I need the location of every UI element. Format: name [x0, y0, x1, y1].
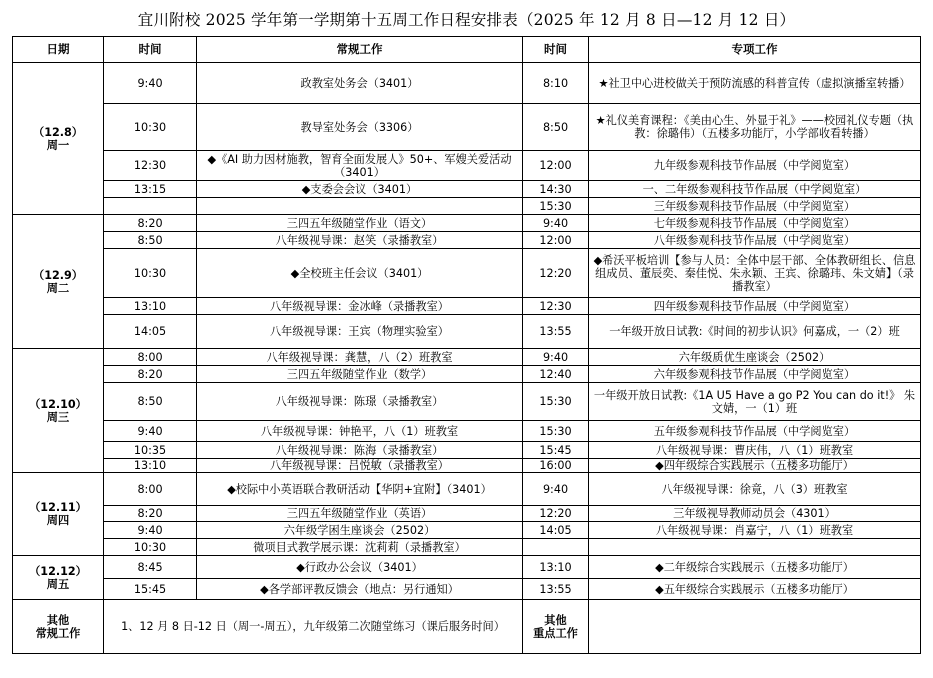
routine-item: 八年级视导课：王宾（物理实验室）	[197, 315, 523, 349]
routine-time: 9:40	[104, 63, 197, 104]
day-weekday: 周四	[46, 514, 70, 527]
table-row	[13, 232, 921, 249]
special-item: ◆二年级综合实践展示（五楼多功能厅）	[589, 556, 921, 579]
day-date: （12.11）	[29, 501, 87, 514]
header-routine: 常规工作	[197, 37, 523, 63]
special-item: 八年级参观科技节作品展（中学阅览室）	[589, 232, 921, 249]
header-time-special: 时间	[523, 37, 589, 63]
special-item: ◆五年级综合实践展示（五楼多功能厅）	[589, 579, 921, 600]
routine-item	[197, 198, 523, 215]
special-time: 15:45	[523, 442, 589, 459]
special-time: 13:55	[523, 579, 589, 600]
table-row	[13, 198, 921, 215]
special-item: 一、二年级参观科技节作品展（中学阅览室）	[589, 181, 921, 198]
table-row	[13, 104, 921, 151]
day-cell	[13, 63, 104, 215]
header-special: 专项工作	[589, 37, 921, 63]
special-item: 七年级参观科技节作品展（中学阅览室）	[589, 215, 921, 232]
table-row	[13, 298, 921, 315]
day-weekday: 周二	[46, 281, 70, 295]
routine-time: 8:20	[104, 366, 197, 383]
special-time: 9:40	[523, 473, 589, 506]
special-time: 16:00	[523, 459, 589, 473]
routine-item: 微项目式教学展示课：沈莉莉（录播教室）	[197, 539, 523, 556]
routine-item: 八年级视导课：赵笑（录播教室）	[197, 232, 523, 249]
day-date: （12.12）	[29, 564, 87, 578]
special-time: 8:10	[523, 63, 589, 104]
special-time: 13:10	[523, 556, 589, 579]
day-weekday: 周一	[46, 138, 70, 152]
day-cell	[13, 349, 104, 473]
other-key-label	[523, 600, 589, 654]
special-time: 8:50	[523, 104, 589, 151]
header-row	[13, 37, 921, 63]
special-item: 一年级开放日试教:《时间的初步认识》何嘉成，一（2）班	[589, 315, 921, 349]
special-item: 六年级质优生座谈会（2502）	[589, 349, 921, 366]
special-time: 14:30	[523, 181, 589, 198]
special-item: 八年级视导课：徐竟，八（3）班教室	[589, 473, 921, 506]
day-weekday: 周五	[46, 577, 70, 591]
table-row	[13, 421, 921, 442]
routine-item: 三四五年级随堂作业（英语）	[197, 506, 523, 522]
routine-item: 八年级视导课：金冰峰（录播教室）	[197, 298, 523, 315]
day-date: （12.9）	[33, 268, 83, 282]
other-routine-text: 1、12 月 8 日-12 日（周一-周五），九年级第二次随堂练习（课后服务时间）	[104, 600, 523, 654]
special-time: 12:20	[523, 249, 589, 298]
routine-time: 8:50	[104, 232, 197, 249]
routine-time: 14:05	[104, 315, 197, 349]
routine-time: 10:30	[104, 104, 197, 151]
routine-item: ◆支委会会议（3401）	[197, 181, 523, 198]
routine-item: 八年级视导课：钟艳平，八（1）班教室	[197, 421, 523, 442]
routine-time: 10:30	[104, 539, 197, 556]
routine-time: 13:10	[104, 298, 197, 315]
day-cell	[13, 556, 104, 600]
table-row	[13, 366, 921, 383]
routine-time: 8:20	[104, 506, 197, 522]
table-row	[13, 556, 921, 579]
special-time: 14:05	[523, 522, 589, 539]
special-time: 12:40	[523, 366, 589, 383]
other-label-bottom: 常规工作	[35, 626, 81, 640]
special-item: 一年级开放日试教:《1A U5 Have a go P2 You can do it!》 朱文婧，一（1）班	[589, 383, 921, 421]
other-label-top: 其他	[46, 613, 70, 627]
table-row	[13, 151, 921, 181]
day-cell	[13, 473, 104, 556]
other-routine-label	[13, 600, 104, 654]
special-time: 12:00	[523, 151, 589, 181]
routine-time: 12:30	[104, 151, 197, 181]
routine-time: 9:40	[104, 522, 197, 539]
schedule-table	[12, 36, 921, 654]
special-item: 八年级视导课：曹庆伟，八（1）班教室	[589, 442, 921, 459]
routine-item: ◆行政办公会议（3401）	[197, 556, 523, 579]
table-row	[13, 506, 921, 522]
special-item: 三年级参观科技节作品展（中学阅览室）	[589, 198, 921, 215]
routine-item: 八年级视导课：陈璟（录播教室）	[197, 383, 523, 421]
routine-time: 8:45	[104, 556, 197, 579]
routine-time: 9:40	[104, 421, 197, 442]
routine-item: 八年级视导课：吕悦敏（录播教室）	[197, 459, 523, 473]
routine-item: ◆《AI 助力因材施教，智育全面发展人》50+、军嫂关爱活动（3401）	[197, 151, 523, 181]
table-row	[13, 459, 921, 473]
header-time-routine: 时间	[104, 37, 197, 63]
special-item: ◆四年级综合实践展示（五楼多功能厅）	[589, 459, 921, 473]
special-time: 13:55	[523, 315, 589, 349]
table-row	[13, 442, 921, 459]
routine-item: 八年级视导课：陈海（录播教室）	[197, 442, 523, 459]
special-time: 9:40	[523, 349, 589, 366]
special-item: 五年级参观科技节作品展（中学阅览室）	[589, 421, 921, 442]
routine-time: 10:35	[104, 442, 197, 459]
other-key-text	[589, 600, 921, 654]
table-row	[13, 383, 921, 421]
other-row	[13, 600, 921, 654]
routine-item: 八年级视导课：龚慧，八（2）班教室	[197, 349, 523, 366]
day-date: （12.8）	[33, 125, 83, 139]
other-key-label-top: 其他	[544, 613, 567, 627]
table-row	[13, 473, 921, 506]
routine-time: 8:50	[104, 383, 197, 421]
day-date: （12.10）	[29, 397, 87, 411]
routine-item: ◆校际中小英语联合教研活动【华阴+宜附】（3401）	[197, 473, 523, 506]
special-time: 15:30	[523, 421, 589, 442]
special-item: 六年级参观科技节作品展（中学阅览室）	[589, 366, 921, 383]
routine-time: 15:45	[104, 579, 197, 600]
table-row	[13, 63, 921, 104]
routine-time: 10:30	[104, 249, 197, 298]
table-row	[13, 539, 921, 556]
special-item: 四年级参观科技节作品展（中学阅览室）	[589, 298, 921, 315]
routine-time: 13:10	[104, 459, 197, 473]
special-time: 15:30	[523, 383, 589, 421]
routine-item: 教导室处务会（3306）	[197, 104, 523, 151]
routine-time: 13:15	[104, 181, 197, 198]
special-item: 九年级参观科技节作品展（中学阅览室）	[589, 151, 921, 181]
special-time: 9:40	[523, 215, 589, 232]
table-row	[13, 349, 921, 366]
table-row	[13, 579, 921, 600]
special-item: 八年级视导课：肖嘉宁，八（1）班教室	[589, 522, 921, 539]
table-row	[13, 249, 921, 298]
header-date: 日期	[13, 37, 104, 63]
routine-time: 8:20	[104, 215, 197, 232]
special-time: 12:20	[523, 506, 589, 522]
table-row	[13, 181, 921, 198]
special-item: ★礼仪美育课程：《美由心生、外显于礼》——校园礼仪专题（执教：徐璐伟）（五楼多功能厅，小学部收看转播）	[589, 104, 921, 151]
special-time: 12:30	[523, 298, 589, 315]
page-title: 宜川附校 2025 学年第一学期第十五周工作日程安排表（2025 年 12 月 8 日—12 月 12 日）	[137, 11, 796, 29]
day-weekday: 周三	[46, 410, 70, 424]
routine-item: 三四五年级随堂作业（语文）	[197, 215, 523, 232]
table-row	[13, 315, 921, 349]
table-row	[13, 215, 921, 232]
routine-item: 六年级学困生座谈会（2502）	[197, 522, 523, 539]
routine-item: ◆全校班主任会议（3401）	[197, 249, 523, 298]
routine-time: 8:00	[104, 473, 197, 506]
routine-item: 政教室处务会（3401）	[197, 63, 523, 104]
special-item: 三年级视导教师动员会（4301）	[589, 506, 921, 522]
routine-item: 三四五年级随堂作业（数学）	[197, 366, 523, 383]
special-time	[523, 539, 589, 556]
routine-item: ◆各学部评教反馈会（地点：另行通知）	[197, 579, 523, 600]
routine-time	[104, 198, 197, 215]
other-key-label-bottom: 重点工作	[533, 626, 578, 640]
special-item	[589, 539, 921, 556]
day-cell	[13, 215, 104, 349]
special-item: ◆希沃平板培训【参与人员：全体中层干部、全体教研组长、信息组成员、董辰奕、秦佳悦、朱永颖、王宾、徐璐玮、朱文婧】（录播教室）	[589, 249, 921, 298]
routine-time: 8:00	[104, 349, 197, 366]
table-row	[13, 522, 921, 539]
special-time: 15:30	[523, 198, 589, 215]
special-item: ★社卫中心进校做关于预防流感的科普宣传（虚拟演播室转播）	[589, 63, 921, 104]
special-time: 12:00	[523, 232, 589, 249]
